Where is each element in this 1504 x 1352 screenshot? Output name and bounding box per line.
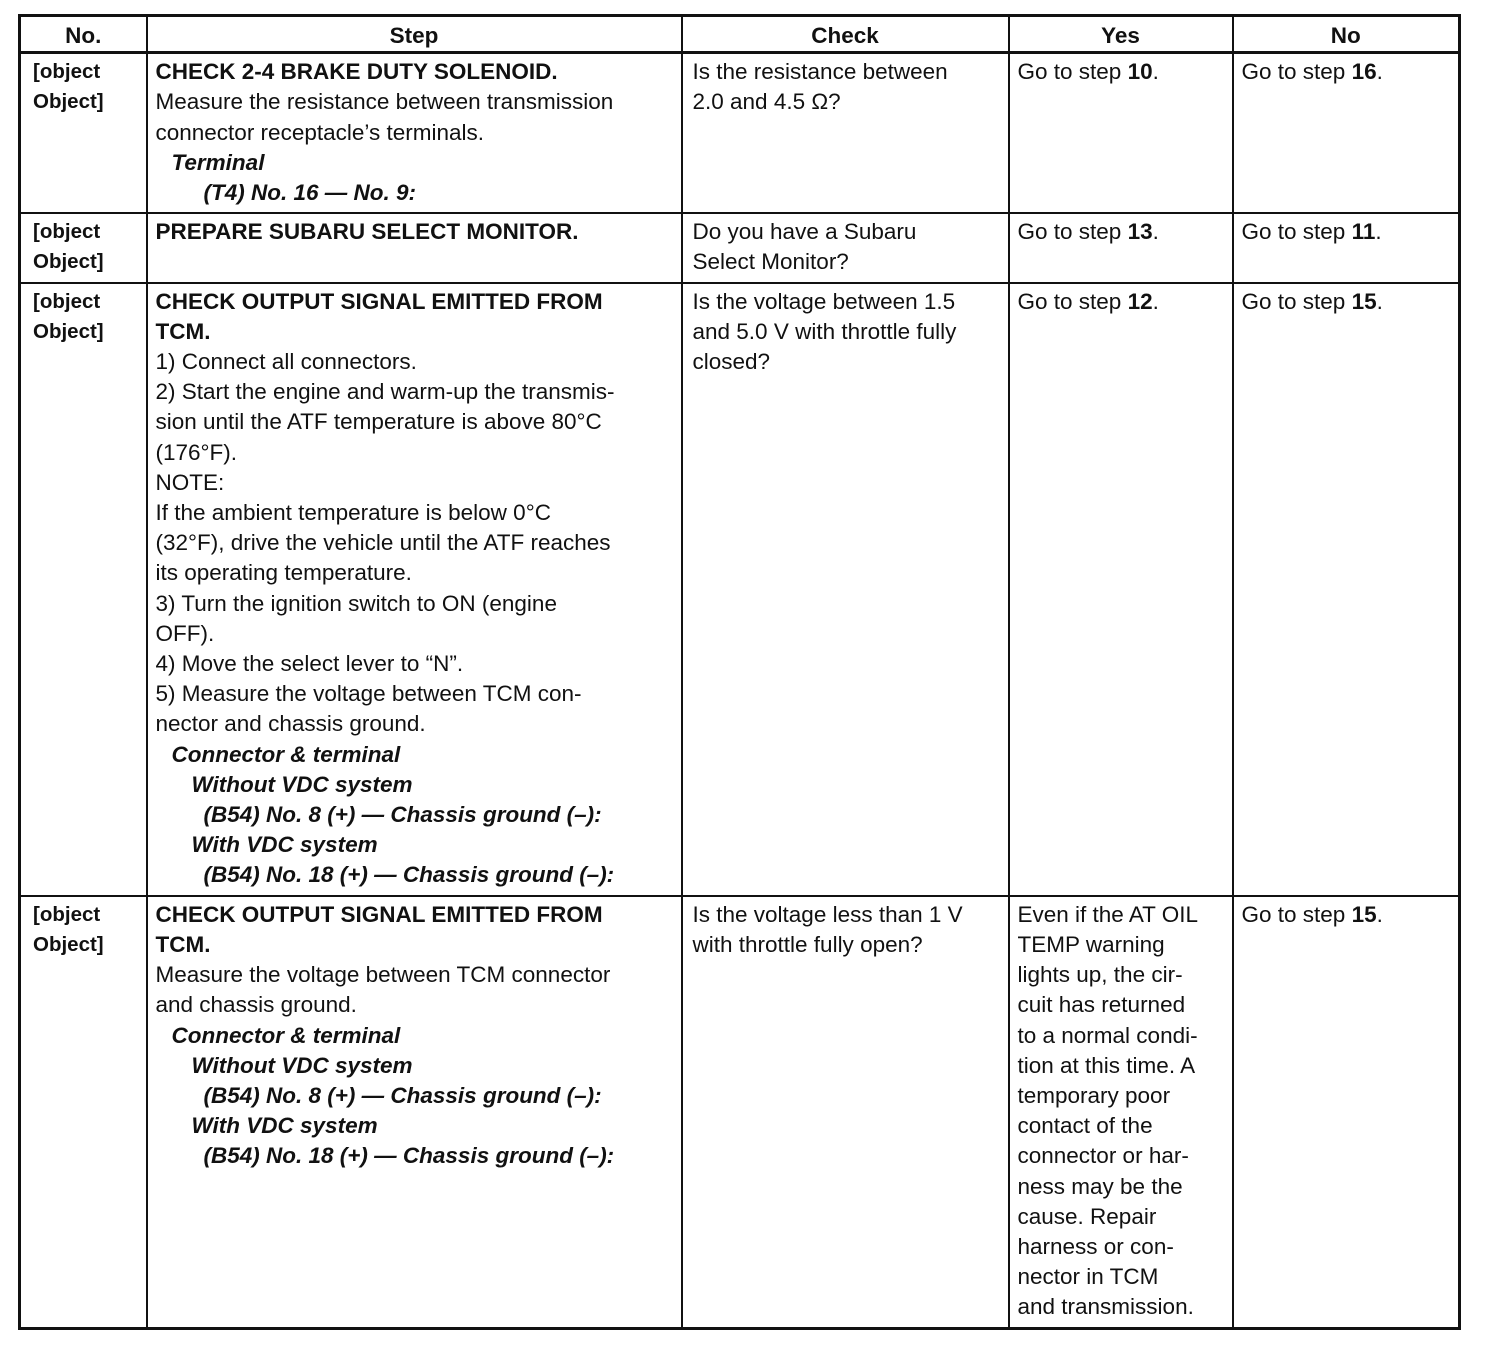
step-line: and chassis ground. (155, 992, 357, 1018)
yes-line: cause. Repair (1017, 1203, 1157, 1229)
check-cell (682, 53, 1009, 214)
check-line: and 5.0 V with throttle fully (692, 318, 957, 344)
table-body (20, 53, 1460, 1328)
step-number-cell: [object Object] (20, 53, 147, 214)
check-line: closed? (692, 349, 771, 375)
step-line: (32°F), drive the vehicle until the ATF reaches (155, 530, 611, 556)
step-line: (B54) No. 8 (+) — Chassis ground (–): (203, 1082, 602, 1108)
no-step-number: 11 (1351, 219, 1376, 245)
header-step: Step (147, 16, 682, 53)
yes-line: temporary poor (1017, 1082, 1171, 1108)
yes-cell (1009, 213, 1233, 282)
step-line: With VDC system (191, 1113, 378, 1139)
no-punct: . (1376, 288, 1383, 314)
header-no: No. (20, 16, 147, 53)
step-line: sion until the ATF temperature is above 80°C (155, 409, 602, 435)
step-number-cell: [object Object] (20, 283, 147, 896)
check-line: with throttle fully open? (692, 931, 923, 957)
check-line: 2.0 and 4.5 Ω? (692, 89, 841, 115)
yes-line: Even if the AT OIL (1017, 901, 1199, 927)
step-line: Connector & terminal (171, 1022, 401, 1048)
table-row (20, 283, 1460, 896)
step-line: nector and chassis ground. (155, 711, 426, 737)
yes-line: nector in TCM (1017, 1264, 1159, 1290)
check-cell (682, 213, 1009, 282)
step-cell (147, 213, 682, 282)
no-text: Go to step (1241, 901, 1352, 927)
step-line: CHECK OUTPUT SIGNAL EMITTED FROM (155, 901, 603, 927)
table-row (20, 896, 1460, 1328)
no-step-number: 15 (1351, 288, 1377, 314)
header-no-result: No (1233, 16, 1460, 53)
yes-line: to a normal condi- (1017, 1022, 1198, 1048)
check-line: Select Monitor? (692, 249, 849, 275)
table-row (20, 213, 1460, 282)
step-line: (B54) No. 18 (+) — Chassis ground (–): (203, 862, 615, 888)
yes-cell (1009, 896, 1233, 1328)
yes-line: lights up, the cir- (1017, 962, 1183, 988)
header-yes: Yes (1009, 16, 1233, 53)
yes-punct: . (1152, 219, 1159, 245)
step-line: CHECK OUTPUT SIGNAL EMITTED FROM (155, 288, 603, 314)
header-check: Check (682, 16, 1009, 53)
step-line: Measure the voltage between TCM connector (155, 962, 611, 988)
no-result-cell (1233, 896, 1460, 1328)
step-line: NOTE: (155, 469, 225, 495)
yes-step-number: 12 (1127, 288, 1153, 314)
no-punct: . (1376, 59, 1383, 85)
step-line: With VDC system (191, 832, 378, 858)
yes-cell (1009, 283, 1233, 896)
no-result-cell (1233, 53, 1460, 214)
no-text: Go to step (1241, 288, 1352, 314)
yes-line: connector or har- (1017, 1143, 1189, 1169)
step-line: 4) Move the select lever to “N”. (155, 651, 464, 677)
step-line: 5) Measure the voltage between TCM con- (155, 681, 582, 707)
step-line: connector receptacle’s terminals. (155, 119, 484, 145)
step-cell (147, 896, 682, 1328)
yes-punct: . (1152, 288, 1159, 314)
yes-line: TEMP warning (1017, 931, 1165, 957)
yes-cell (1009, 53, 1233, 214)
step-line: 1) Connect all connectors. (155, 349, 417, 375)
step-line: 2) Start the engine and warm-up the transmis- (155, 379, 615, 405)
yes-line: contact of the (1017, 1113, 1153, 1139)
check-line: Do you have a Subaru (692, 219, 917, 245)
step-line: CHECK 2-4 BRAKE DUTY SOLENOID. (155, 59, 558, 85)
table-header (20, 16, 1460, 53)
yes-line: cuit has returned (1017, 992, 1186, 1018)
no-step-number: 15 (1351, 901, 1377, 927)
step-line: TCM. (155, 931, 211, 957)
step-line: (B54) No. 18 (+) — Chassis ground (–): (203, 1143, 615, 1169)
yes-text: Go to step (1017, 219, 1128, 245)
no-result-cell (1233, 213, 1460, 282)
no-text: Go to step (1241, 59, 1352, 85)
step-line: If the ambient temperature is below 0°C (155, 500, 551, 526)
check-cell (682, 896, 1009, 1328)
step-cell (147, 53, 682, 214)
step-line: Without VDC system (191, 1052, 413, 1078)
yes-line: tion at this time. A (1017, 1052, 1196, 1078)
yes-text: Go to step (1017, 288, 1128, 314)
step-line: Terminal (171, 149, 265, 175)
no-punct: . (1376, 901, 1383, 927)
step-number-cell: [object Object] (20, 896, 147, 1328)
check-line: Is the voltage between 1.5 (692, 288, 956, 314)
yes-text: Go to step (1017, 59, 1128, 85)
check-cell (682, 283, 1009, 896)
check-line: Is the voltage less than 1 V (692, 901, 963, 927)
step-line: 3) Turn the ignition switch to ON (engine (155, 590, 557, 616)
no-punct: . (1375, 219, 1382, 245)
step-line: OFF). (155, 620, 215, 646)
yes-punct: . (1152, 59, 1159, 85)
step-line: (176°F). (155, 439, 238, 465)
yes-step-number: 13 (1127, 219, 1153, 245)
step-line: TCM. (155, 318, 211, 344)
header-row (20, 16, 1460, 53)
step-line: Without VDC system (191, 771, 413, 797)
diagnostic-table (18, 14, 1461, 1330)
no-step-number: 16 (1351, 59, 1377, 85)
yes-line: ness may be the (1017, 1173, 1183, 1199)
step-number-cell: [object Object] (20, 213, 147, 282)
no-result-cell (1233, 283, 1460, 896)
step-line: its operating temperature. (155, 560, 412, 586)
step-line: Measure the resistance between transmission (155, 89, 614, 115)
step-line: (T4) No. 16 — No. 9: (203, 180, 417, 206)
step-line: PREPARE SUBARU SELECT MONITOR. (155, 219, 579, 245)
yes-line: and transmission. (1017, 1294, 1194, 1320)
check-line: Is the resistance between (692, 59, 948, 85)
yes-line: harness or con- (1017, 1233, 1174, 1259)
table-row (20, 53, 1460, 214)
diagnostic-procedure-sheet (18, 14, 1461, 1330)
no-text: Go to step (1241, 219, 1352, 245)
step-line: Connector & terminal (171, 741, 401, 767)
yes-step-number: 10 (1127, 59, 1153, 85)
step-cell (147, 283, 682, 896)
step-line: (B54) No. 8 (+) — Chassis ground (–): (203, 802, 602, 828)
